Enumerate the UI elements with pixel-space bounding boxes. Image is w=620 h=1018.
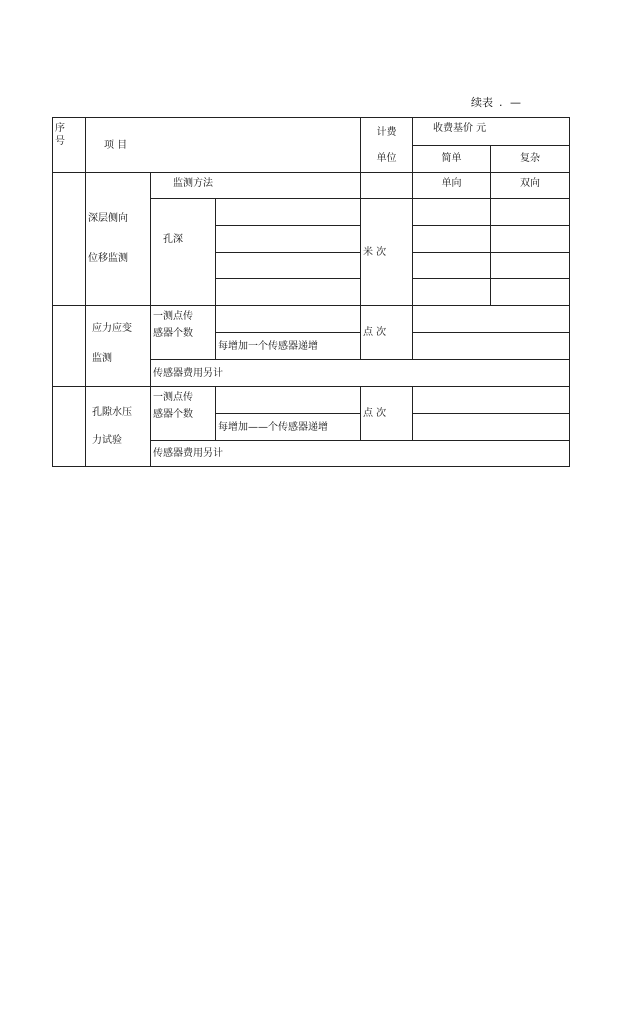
deep-seq-cell	[53, 173, 86, 306]
deep-simple-row-3	[413, 253, 491, 279]
deep-single-direction: 单向	[413, 173, 491, 199]
pore-unit: 点 次	[361, 387, 413, 441]
deep-complex-row-2	[491, 226, 570, 253]
header-seq	[53, 118, 86, 173]
deep-depth-row-3	[216, 253, 361, 279]
pore-item-name-line-1: 孔隙水压	[92, 406, 132, 418]
header-complex: 复杂	[491, 145, 570, 173]
header-unit-line-1: 计费	[376, 127, 397, 138]
deep-simple-row-4	[413, 279, 491, 306]
deep-depth-row-2	[216, 226, 361, 253]
fee-table	[52, 117, 570, 467]
deep-depth-label: 孔深	[151, 199, 216, 306]
continuation-label: 续表	[471, 96, 493, 109]
deep-double-direction: 双向	[491, 173, 570, 199]
stress-points-label-line-2: 感器个数	[153, 328, 193, 339]
deep-item-name-line-1: 深层侧向	[88, 213, 128, 224]
deep-method-label: 监测方法	[151, 173, 361, 199]
stress-extra-note: 传感器费用另计	[151, 360, 570, 387]
deep-item-name-line-2: 位移监测	[88, 253, 128, 264]
stress-unit: 点 次	[361, 306, 413, 360]
stress-points-price	[413, 306, 570, 333]
stress-points-label-line-1: 一测点传	[153, 311, 193, 322]
stress-item-name	[86, 306, 151, 387]
stress-item-name-line-2: 监测	[92, 353, 112, 364]
header-seq-line-2: 号	[55, 136, 65, 147]
deep-complex-row-4	[491, 279, 570, 306]
deep-complex-row-1	[491, 199, 570, 226]
stress-increment-price	[413, 333, 570, 360]
pore-points-label-line-2: 感器个数	[153, 409, 193, 420]
stress-increment: 每增加一个传感器递增	[216, 333, 361, 360]
stress-points-value	[216, 306, 361, 333]
stress-item-name-line-1: 应力应变	[92, 323, 132, 334]
stress-seq-cell	[53, 306, 86, 387]
pore-item-name-line-2: 力试验	[92, 434, 122, 446]
pore-increment: 每增加——个传感器递增	[216, 414, 361, 441]
deep-depth-row-4	[216, 279, 361, 306]
stress-points-label	[151, 306, 216, 360]
deep-depth-row-1	[216, 199, 361, 226]
deep-unit: 米 次	[361, 199, 413, 306]
pore-points-value	[216, 387, 361, 414]
deep-item-name	[86, 173, 151, 306]
deep-simple-row-1	[413, 199, 491, 226]
deep-simple-row-2	[413, 226, 491, 253]
pore-points-label	[151, 387, 216, 441]
continuation-mark: . —	[499, 96, 523, 109]
pore-increment-price	[413, 414, 570, 441]
header-unit-line-2: 单位	[376, 153, 397, 164]
header-unit	[361, 118, 413, 173]
pore-points-label-line-1: 一测点传	[153, 392, 193, 403]
pore-item-name	[86, 387, 151, 467]
header-base-price: 收费基价 元	[413, 118, 570, 146]
pore-seq-cell	[53, 387, 86, 467]
deep-method-unit-cell	[361, 173, 413, 199]
deep-complex-row-3	[491, 253, 570, 279]
header-seq-line-1: 序	[55, 123, 65, 134]
pore-points-price	[413, 387, 570, 414]
continuation-note	[471, 94, 523, 110]
header-simple: 简单	[413, 145, 491, 173]
pore-extra-note: 传感器费用另计	[151, 441, 570, 467]
header-item: 项 目	[86, 118, 361, 173]
